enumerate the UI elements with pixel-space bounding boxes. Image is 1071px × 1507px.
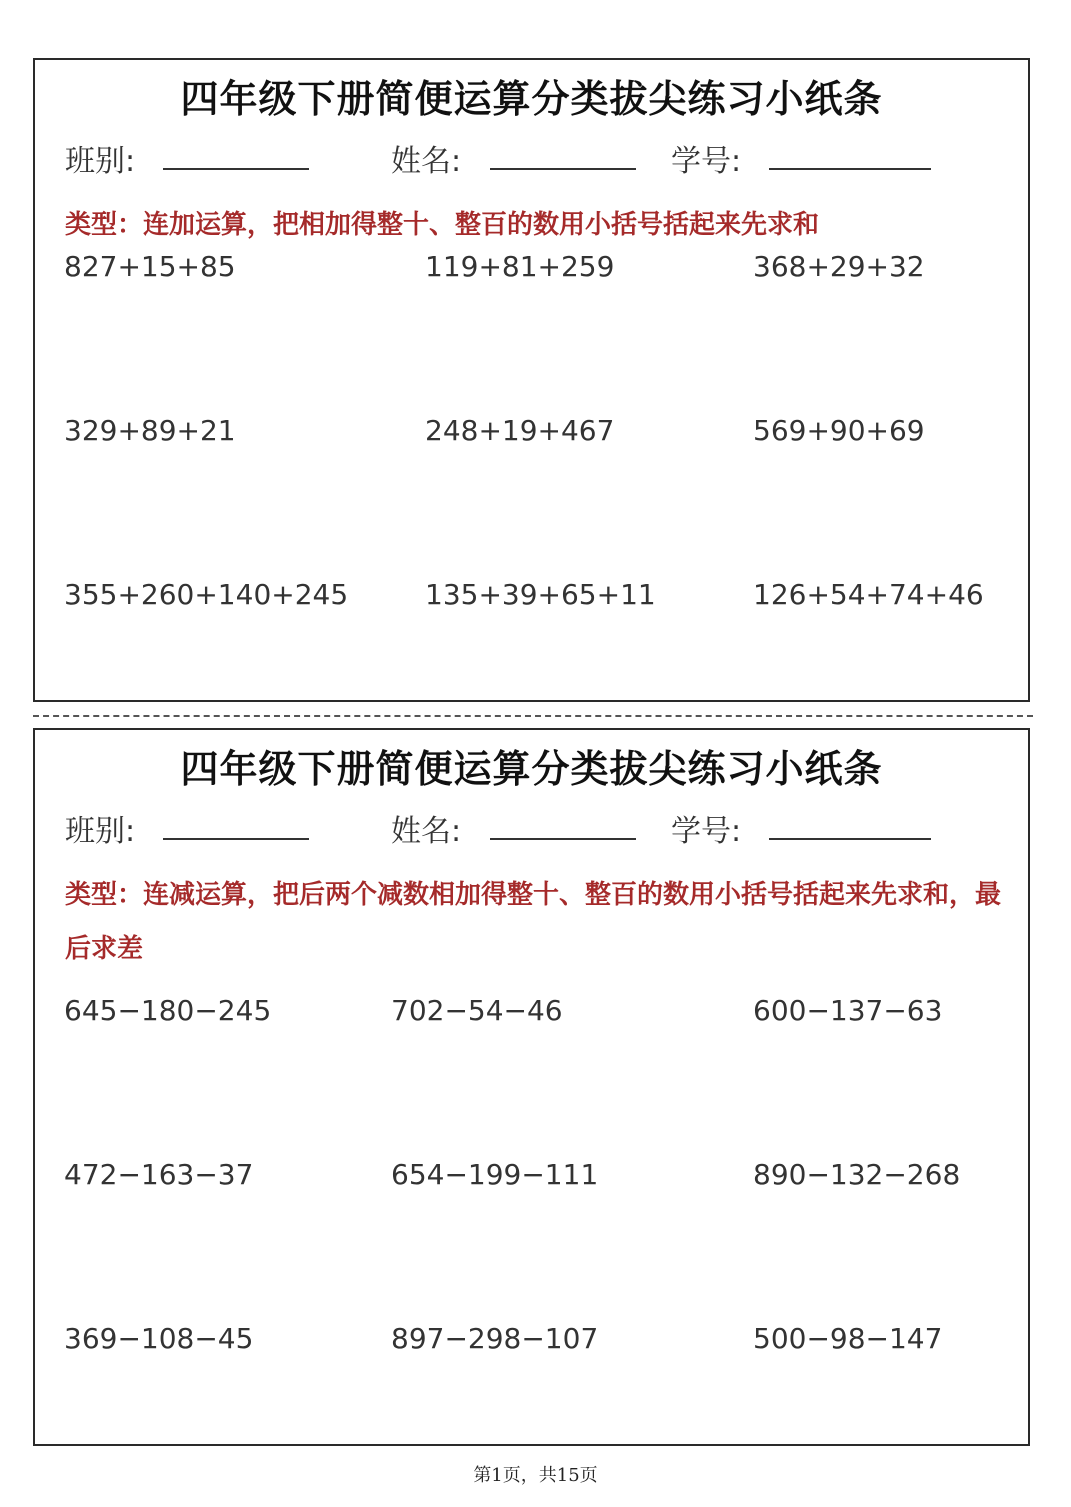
problem-item: 897−298−107: [391, 1322, 599, 1355]
problem-item: 355+260+140+245: [64, 578, 349, 611]
problem-item: 600−137−63: [753, 994, 943, 1027]
worksheet-title: 四年级下册简便运算分类拔尖练习小纸条: [180, 77, 883, 121]
page-footer: 第1页，共15页: [473, 1465, 598, 1486]
problem-item: 654−199−111: [391, 1158, 599, 1191]
problem-item: 569+90+69: [753, 414, 925, 447]
name-blank-line[interactable]: [490, 168, 636, 170]
problem-type-instruction: 类型：连加运算，把相加得整十、整百的数用小括号括起来先求和: [65, 210, 820, 240]
student-number-label: 学号:: [671, 814, 742, 849]
student-number-blank-line[interactable]: [769, 838, 931, 840]
problem-item: 827+15+85: [64, 250, 236, 283]
worksheet-card-subtraction: [33, 728, 1030, 1446]
class-label: 班别:: [65, 814, 136, 849]
problem-item: 890−132−268: [753, 1158, 961, 1191]
problem-item: 702−54−46: [391, 994, 563, 1027]
class-blank-line[interactable]: [163, 838, 309, 840]
problem-item: 248+19+467: [425, 414, 615, 447]
problem-item: 119+81+259: [425, 250, 615, 283]
worksheet-card-addition: [33, 58, 1030, 702]
problem-item: 126+54+74+46: [753, 578, 984, 611]
name-blank-line[interactable]: [490, 838, 636, 840]
class-blank-line[interactable]: [163, 168, 309, 170]
class-label: 班别:: [65, 144, 136, 179]
name-label: 姓名:: [391, 814, 462, 849]
name-label: 姓名:: [391, 144, 462, 179]
problem-item: 369−108−45: [64, 1322, 254, 1355]
student-number-label: 学号:: [671, 144, 742, 179]
problem-type-instruction: 类型：连减运算，把后两个减数相加得整十、整百的数用小括号括起来先求和，最后求差: [65, 880, 1002, 964]
problem-item: 500−98−147: [753, 1322, 943, 1355]
problem-item: 368+29+32: [753, 250, 925, 283]
problem-item: 135+39+65+11: [425, 578, 656, 611]
problem-item: 645−180−245: [64, 994, 272, 1027]
cut-line-divider: [33, 715, 1033, 717]
problem-item: 472−163−37: [64, 1158, 254, 1191]
student-number-blank-line[interactable]: [769, 168, 931, 170]
worksheet-title: 四年级下册简便运算分类拔尖练习小纸条: [180, 747, 883, 791]
problem-item: 329+89+21: [64, 414, 236, 447]
